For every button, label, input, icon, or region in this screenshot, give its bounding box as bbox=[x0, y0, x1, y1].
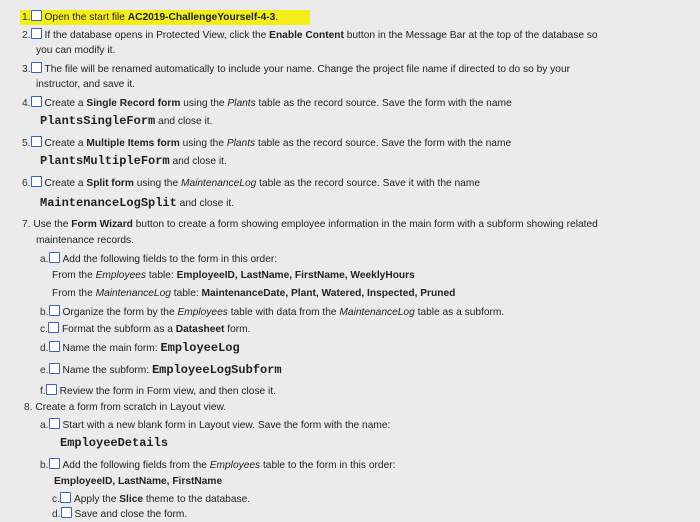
checkbox-icon[interactable] bbox=[31, 10, 42, 21]
step-7d: d. Name the main form: EmployeeLog bbox=[40, 341, 240, 355]
checkbox-icon[interactable] bbox=[31, 176, 42, 187]
checkbox-icon[interactable] bbox=[49, 305, 60, 316]
checkbox-icon[interactable] bbox=[49, 418, 60, 429]
step-8c: c. Apply the Slice theme to the database. bbox=[52, 494, 251, 505]
step-7-cont: maintenance records. bbox=[36, 235, 134, 246]
step-8b-fields: EmployeeID, LastName, FirstName bbox=[54, 476, 223, 487]
checkbox-icon[interactable] bbox=[31, 62, 42, 73]
step-5: 5. Create a Multiple Items form using the Plants table as the record source. Save the form with the name bbox=[22, 138, 512, 149]
step-4-cont: PlantsSingleForm and close it. bbox=[40, 114, 213, 128]
step-8d: d. Save and close the form. bbox=[52, 509, 188, 520]
checkbox-icon[interactable] bbox=[31, 136, 42, 147]
step-3-cont: instructor, and save it. bbox=[36, 79, 136, 90]
step-7b: b. Organize the form by the Employees table with data from the MaintenanceLog table as a subform. bbox=[40, 307, 505, 318]
step-8a-cont bbox=[60, 436, 168, 451]
form-name-code: EmployeeDetails bbox=[60, 436, 169, 450]
step-7a-fields-2: From the MaintenanceLog table: MaintenanceDate, Plant, Watered, Inspected, Pruned bbox=[52, 288, 456, 299]
checkbox-icon[interactable] bbox=[49, 458, 60, 469]
step-5-cont: PlantsMultipleForm and close it. bbox=[40, 154, 227, 168]
step-4: 4. Create a Single Record form using the Plants table as the record source. Save the form with the name bbox=[22, 98, 512, 109]
checkbox-icon[interactable] bbox=[46, 384, 57, 395]
form-name-code: EmployeeLog bbox=[160, 341, 240, 355]
step-7a-fields-1: From the Employees table: EmployeeID, LastName, FirstName, WeeklyHours bbox=[52, 270, 415, 281]
step-8: 8. Create a form from scratch in Layout view. bbox=[24, 402, 227, 413]
step-7: 7. Use the Form Wizard button to create a form showing employee information in the main form with a subform showing related bbox=[22, 219, 598, 230]
step-7c: c. Format the subform as a Datasheet form. bbox=[40, 324, 251, 335]
form-name-code: PlantsSingleForm bbox=[40, 114, 156, 128]
step-7f: f. Review the form in Form view, and then close it. bbox=[40, 386, 276, 397]
form-name-code: MaintenanceLogSplit bbox=[40, 196, 177, 210]
step-3: 3. The file will be renamed automatically to include your name. Change the project file name if directed to do so by your bbox=[22, 64, 571, 75]
checkbox-icon[interactable] bbox=[60, 492, 71, 503]
checkbox-icon[interactable] bbox=[48, 322, 59, 333]
step-1: 1. Open the start file AC2019-ChallengeYourself-4-3. bbox=[20, 10, 310, 25]
step-7e: e. Name the subform: EmployeeLogSubform bbox=[40, 363, 282, 377]
checkbox-icon[interactable] bbox=[31, 28, 42, 39]
step-8b: b. Add the following fields from the Employees table to the form in this order: bbox=[40, 460, 396, 471]
step-6: 6. Create a Split form using the MaintenanceLog table as the record source. Save it with the name bbox=[22, 178, 480, 189]
step-2: 2. If the database opens in Protected View, click the Enable Content button in the Message Bar at the top of the database so bbox=[22, 30, 598, 41]
checkbox-icon[interactable] bbox=[49, 363, 60, 374]
step-2-cont: you can modify it. bbox=[36, 45, 116, 56]
checkbox-icon[interactable] bbox=[61, 507, 72, 518]
form-name-code: EmployeeLogSubform bbox=[151, 363, 282, 377]
checkbox-icon[interactable] bbox=[49, 252, 60, 263]
checkbox-icon[interactable] bbox=[31, 96, 42, 107]
step-7a: a. Add the following fields to the form in this order: bbox=[40, 254, 278, 265]
step-6-cont: MaintenanceLogSplit and close it. bbox=[40, 196, 235, 210]
step-8a: a. Start with a new blank form in Layout view. Save the form with the name: bbox=[40, 420, 391, 431]
form-name-code: PlantsMultipleForm bbox=[40, 154, 170, 168]
checkbox-icon[interactable] bbox=[49, 341, 60, 352]
